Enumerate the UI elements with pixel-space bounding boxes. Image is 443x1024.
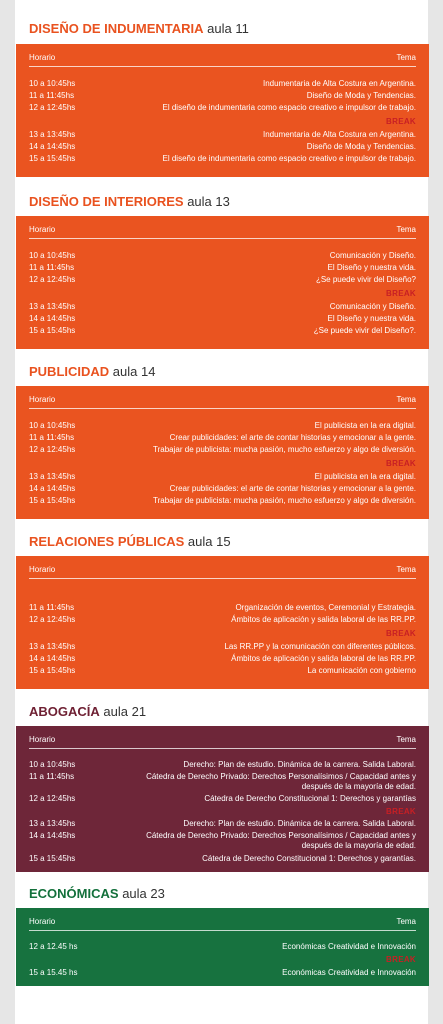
section-name: PUBLICIDAD bbox=[29, 364, 110, 379]
row-time: 10 a 10:45hs bbox=[29, 760, 76, 769]
row-topic: Diseño de Moda y Tendencias. bbox=[306, 142, 416, 151]
header-divider bbox=[29, 748, 416, 749]
schedule-page bbox=[15, 0, 428, 1024]
header-tema: Tema bbox=[396, 565, 416, 574]
header-tema: Tema bbox=[396, 225, 416, 234]
row-topic: Ámbitos de aplicación y salida laboral de las RR.PP. bbox=[231, 615, 416, 624]
row-time: 15 a 15:45hs bbox=[29, 666, 76, 675]
header-horario: Horario bbox=[29, 225, 56, 234]
section-room: aula 13 bbox=[187, 194, 230, 209]
break-label: BREAK bbox=[386, 807, 416, 816]
row-topic: ¿Se puede vivir del Diseño?. bbox=[313, 326, 416, 335]
row-time: 15 a 15:45hs bbox=[29, 496, 76, 505]
row-topic: Diseño de Moda y Tendencias. bbox=[306, 91, 416, 100]
table-header bbox=[29, 225, 416, 239]
row-topic: Derecho: Plan de estudio. Dinámica de la carrera. Salida Laboral. bbox=[183, 819, 416, 828]
row-topic: Económicas Creatividad e Innovación bbox=[282, 942, 416, 951]
row-time: 13 a 13:45hs bbox=[29, 472, 76, 481]
row-topic: El diseño de indumentaria como espacio creativo e impulsor de trabajo. bbox=[162, 154, 416, 163]
row-topic: Crear publicidades: el arte de contar historias y emocionar a la gente. bbox=[169, 433, 416, 442]
row-topic: El Diseño y nuestra vida. bbox=[327, 263, 416, 272]
row-time: 14 a 14:45hs bbox=[29, 831, 76, 840]
schedule-table-abogacia bbox=[16, 726, 429, 872]
row-time: 14 a 14:45hs bbox=[29, 314, 76, 323]
section-room: aula 14 bbox=[112, 364, 156, 379]
header-divider bbox=[29, 578, 416, 579]
row-time: 13 a 13:45hs bbox=[29, 819, 76, 828]
row-topic: El publicista en la era digital. bbox=[314, 472, 416, 481]
schedule-table-rrpp bbox=[16, 556, 429, 689]
row-topic: ¿Se puede vivir del Diseño? bbox=[315, 275, 416, 284]
row-time: 14 a 14:45hs bbox=[29, 142, 76, 151]
row-time: 14 a 14:45hs bbox=[29, 484, 76, 493]
row-topic: Trabajar de publicista: mucha pasión, mucho esfuerzo y algo de diversión. bbox=[153, 496, 416, 505]
row-time: 12 a 12:45hs bbox=[29, 275, 76, 284]
row-time: 11 a 11:45hs bbox=[29, 91, 75, 100]
row-topic: El publicista en la era digital. bbox=[314, 421, 416, 430]
row-time: 12 a 12:45hs bbox=[29, 445, 76, 454]
section-name: ABOGACÍA bbox=[29, 704, 100, 719]
row-topic: Organización de eventos, Ceremonial y Estrategia. bbox=[235, 603, 416, 612]
row-time: 14 a 14:45hs bbox=[29, 654, 76, 663]
row-time: 15 a 15:45hs bbox=[29, 326, 76, 335]
row-time: 15 a 15:45hs bbox=[29, 154, 76, 163]
row-topic: Las RR.PP y la comunicación con diferentes públicos. bbox=[224, 642, 416, 651]
row-topic: El Diseño y nuestra vida. bbox=[327, 314, 416, 323]
row-time: 11 a 11:45hs bbox=[29, 263, 75, 272]
row-topic: Cátedra de Derecho Privado: Derechos Personalísimos / Capacidad antes y después de la mayoría de edad. bbox=[146, 772, 416, 791]
header-horario: Horario bbox=[29, 395, 56, 404]
table-header bbox=[29, 917, 416, 931]
header-tema: Tema bbox=[396, 53, 416, 62]
break-label: BREAK bbox=[386, 955, 416, 964]
section-name: ECONÓMICAS bbox=[29, 886, 119, 901]
header-horario: Horario bbox=[29, 917, 56, 926]
row-topic: Cátedra de Derecho Privado: Derechos Personalísimos / Capacidad antes y después de la mayoría de edad. bbox=[146, 831, 416, 850]
section-name: DISEÑO DE INDUMENTARIA bbox=[29, 21, 204, 36]
row-time: 11 a 11:45hs bbox=[29, 433, 75, 442]
section-title-abogacia bbox=[29, 704, 146, 719]
row-time: 12 a 12.45 hs bbox=[29, 942, 78, 951]
schedule-table-interiores bbox=[16, 216, 429, 349]
row-time: 10 a 10:45hs bbox=[29, 251, 76, 260]
break-label: BREAK bbox=[386, 117, 416, 126]
row-topic: Trabajar de publicista: mucha pasión, mucho esfuerzo y algo de diversión. bbox=[153, 445, 416, 454]
row-topic: Cátedra de Derecho Constitucional 1: Derechos y garantías. bbox=[202, 854, 416, 863]
row-time: 10 a 10:45hs bbox=[29, 79, 76, 88]
schedule-table-indumentaria bbox=[16, 44, 429, 177]
header-tema: Tema bbox=[396, 917, 416, 926]
section-name: DISEÑO DE INTERIORES bbox=[29, 194, 184, 209]
row-time: 12 a 12:45hs bbox=[29, 615, 76, 624]
row-topic: Ámbitos de aplicación y salida laboral de las RR.PP. bbox=[231, 654, 416, 663]
header-divider bbox=[29, 66, 416, 67]
section-name: RELACIONES PÚBLICAS bbox=[29, 534, 185, 549]
row-topic: Derecho: Plan de estudio. Dinámica de la carrera. Salida Laboral. bbox=[183, 760, 416, 769]
row-time: 13 a 13:45hs bbox=[29, 130, 76, 139]
section-title-publicidad bbox=[29, 364, 155, 379]
row-time: 15 a 15.45 hs bbox=[29, 968, 78, 977]
row-time: 12 a 12:45hs bbox=[29, 103, 76, 112]
section-title-rrpp bbox=[29, 534, 231, 549]
header-horario: Horario bbox=[29, 735, 56, 744]
header-divider bbox=[29, 930, 416, 931]
row-topic: Crear publicidades: el arte de contar historias y emocionar a la gente. bbox=[169, 484, 416, 493]
row-topic: La comunicación con gobierno bbox=[307, 666, 416, 675]
header-horario: Horario bbox=[29, 565, 56, 574]
table-header bbox=[29, 735, 416, 749]
row-topic: Indumentaria de Alta Costura en Argentina. bbox=[263, 79, 416, 88]
table-header bbox=[29, 53, 416, 67]
row-time: 13 a 13:45hs bbox=[29, 302, 76, 311]
section-room: aula 11 bbox=[207, 21, 249, 36]
break-label: BREAK bbox=[386, 629, 416, 638]
section-room: aula 15 bbox=[187, 534, 231, 549]
row-time: 11 a 11:45hs bbox=[29, 772, 75, 781]
section-title-economicas bbox=[29, 886, 165, 901]
section-room: aula 23 bbox=[122, 886, 165, 901]
header-tema: Tema bbox=[396, 735, 416, 744]
table-header bbox=[29, 395, 416, 409]
schedule-table-economicas bbox=[16, 908, 429, 986]
row-time: 13 a 13:45hs bbox=[29, 642, 76, 651]
header-tema: Tema bbox=[396, 395, 416, 404]
row-time: 10 a 10:45hs bbox=[29, 421, 76, 430]
row-topic: Comunicación y Diseño. bbox=[329, 302, 416, 311]
row-time: 15 a 15:45hs bbox=[29, 854, 76, 863]
section-room: aula 21 bbox=[103, 704, 147, 719]
break-label: BREAK bbox=[386, 459, 416, 468]
row-time: 12 a 12:45hs bbox=[29, 794, 76, 803]
schedule-table-publicidad bbox=[16, 386, 429, 519]
row-topic: Cátedra de Derecho Constitucional 1: Derechos y garantías bbox=[204, 794, 416, 803]
header-divider bbox=[29, 238, 416, 239]
row-topic: Económicas Creatividad e Innovación bbox=[282, 968, 416, 977]
break-label: BREAK bbox=[386, 289, 416, 298]
row-topic: Comunicación y Diseño. bbox=[329, 251, 416, 260]
row-topic: Indumentaria de Alta Costura en Argentina. bbox=[263, 130, 416, 139]
section-title-interiores bbox=[29, 194, 230, 209]
header-divider bbox=[29, 408, 416, 409]
table-header bbox=[29, 565, 416, 579]
row-topic: El diseño de indumentaria como espacio creativo e impulsor de trabajo. bbox=[162, 103, 416, 112]
row-time: 11 a 11:45hs bbox=[29, 603, 75, 612]
section-title-indumentaria bbox=[29, 21, 249, 36]
header-horario: Horario bbox=[29, 53, 56, 62]
